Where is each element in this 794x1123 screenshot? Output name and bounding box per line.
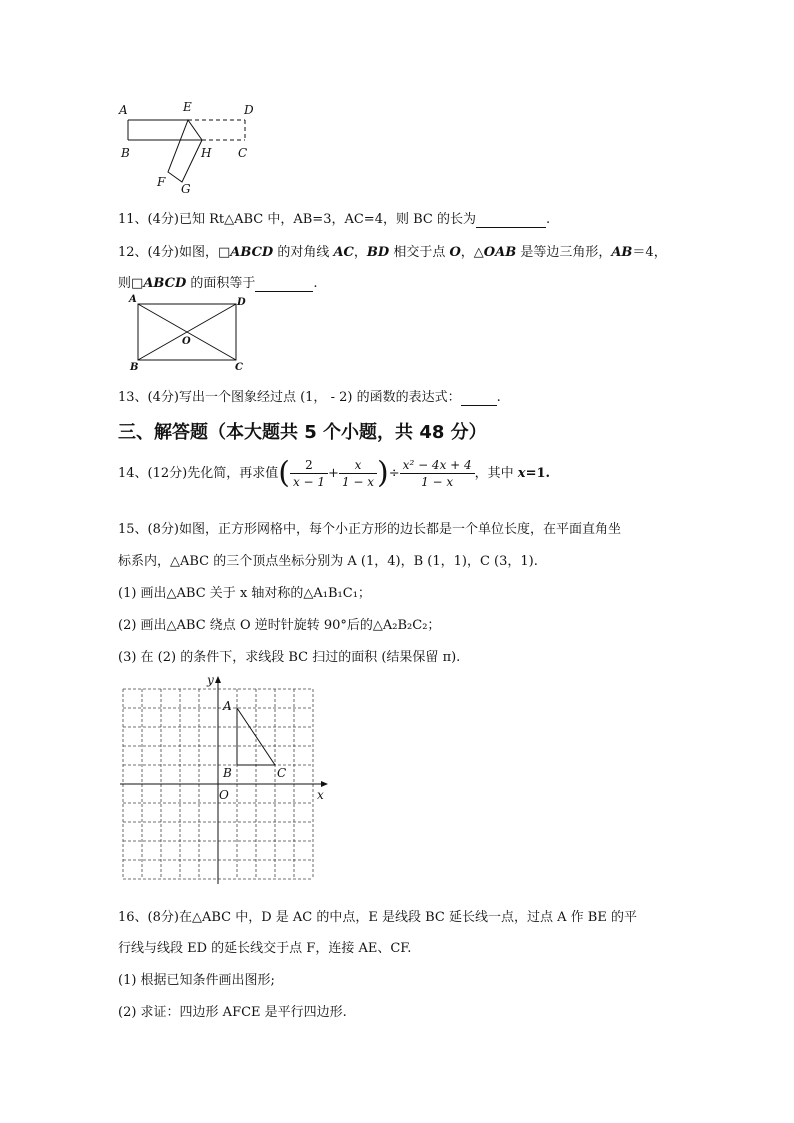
label-fold-d: D xyxy=(244,103,254,117)
q14-f1-den: x − 1 xyxy=(292,475,326,489)
label-point-c: C xyxy=(277,766,287,780)
q14-f2-den: 1 − x xyxy=(341,475,375,489)
question-16-part-2: (2) 求证：四边形 AFCE 是平行四边形. xyxy=(118,1005,347,1020)
y-axis-arrow xyxy=(215,676,221,683)
question-11-text: 11、(4分)已知 Rt△ABC 中，AB=3，AC=4，则 BC 的长为 xyxy=(118,212,476,227)
label-fold-h: H xyxy=(201,146,212,160)
q14-plus: + xyxy=(328,466,339,481)
q14-fraction-2 xyxy=(339,458,377,489)
q14-fraction-1 xyxy=(290,458,328,489)
label-rect-a: A xyxy=(129,294,137,305)
q14-left-paren: ( xyxy=(278,455,290,491)
q14-suffix-a: ，其中 xyxy=(474,466,518,481)
question-15-part-1: (1) 画出△ABC 关于 x 轴对称的△A₁B₁C₁； xyxy=(118,586,371,601)
label-point-b: B xyxy=(223,766,232,780)
label-rect-b: B xyxy=(130,362,139,373)
q14-f2-num: x xyxy=(339,458,377,474)
q12-ab: AB xyxy=(611,245,633,260)
q12-tail: . xyxy=(313,276,318,291)
q14-x: x xyxy=(517,466,526,481)
label-x-axis: x xyxy=(317,788,324,802)
q14-right-paren: ) xyxy=(377,455,389,491)
q12-line2-prefix: 则 xyxy=(118,276,132,291)
fold-flap xyxy=(168,120,202,182)
label-fold-g: G xyxy=(181,182,191,196)
q12-prefix: 12、(4分)如图， xyxy=(118,245,218,260)
label-fold-f: F xyxy=(157,175,166,189)
question-16-part-1: (1) 根据已知条件画出图形; xyxy=(118,973,275,988)
q12-ac: AC xyxy=(333,245,354,260)
label-fold-c: C xyxy=(238,146,248,160)
q12-parallelogram-symbol-2: □ xyxy=(131,276,144,291)
label-fold-a: A xyxy=(119,103,128,117)
q12-bd: BD xyxy=(366,245,390,260)
q14-divide: ÷ xyxy=(388,466,400,481)
question-14 xyxy=(118,455,551,491)
q14-f1-num: 2 xyxy=(290,458,328,474)
x-axis-arrow xyxy=(321,781,328,787)
q12-o: O xyxy=(449,245,461,260)
q12-triangle-symbol: △ xyxy=(473,245,484,260)
question-15-part-2: (2) 画出△ABC 绕点 O 逆时针旋转 90°后的△A₂B₂C₂； xyxy=(118,618,441,633)
question-12-line-1 xyxy=(118,241,667,260)
answer-blank-12[interactable] xyxy=(255,276,313,292)
q14-f3-num: x² − 4x + 4 xyxy=(400,458,475,474)
rectangle-figure xyxy=(120,292,260,374)
question-13-text: 13、(4分)写出一个图象经过点 (1， - 2) 的函数的表达式： xyxy=(118,390,461,405)
label-rect-d: D xyxy=(237,297,246,308)
answer-blank-13[interactable] xyxy=(461,390,497,406)
question-15-line-1: 15、(8分)如图，正方形网格中，每个小正方形的边长都是一个单位长度，在平面直角坐 xyxy=(118,522,621,537)
q12-line2-text: 的面积等于 xyxy=(186,276,256,291)
q14-prefix: 14、(12分)先化简，再求值 xyxy=(118,466,279,481)
label-y-axis: y xyxy=(207,673,214,687)
question-15-line-2: 标系内，△ABC 的三个顶点坐标分别为 A (1，4)，B (1，1)，C (3，1). xyxy=(118,554,538,569)
q12-text-3: 相交于点 xyxy=(389,245,450,260)
question-15-part-3: (3) 在 (2) 的条件下，求线段 BC 扫过的面积 (结果保留 π). xyxy=(118,650,461,665)
label-fold-e: E xyxy=(183,100,192,114)
q12-text-2: ， xyxy=(353,245,367,260)
label-rect-o: O xyxy=(182,336,191,347)
q14-f3-den: 1 − x xyxy=(421,475,454,489)
q12-text-1: 的对角线 xyxy=(273,245,334,260)
q12-oab: OAB xyxy=(483,245,517,260)
q14-fraction-3 xyxy=(400,458,475,489)
question-11 xyxy=(118,208,550,228)
question-16-line-2: 行线与线段 ED 的延长线交于点 F，连接 AE、CF. xyxy=(118,941,412,956)
fold-figure xyxy=(110,98,280,198)
q14-suffix-b: =1. xyxy=(525,466,551,481)
label-fold-b: B xyxy=(121,146,130,160)
q12-text-6: ＝4， xyxy=(632,245,667,260)
q12-abcd: ABCD xyxy=(230,245,274,260)
question-11-tail: . xyxy=(545,212,551,227)
label-rect-c: C xyxy=(235,362,243,373)
question-13 xyxy=(118,386,501,406)
answer-blank-11[interactable] xyxy=(476,212,546,228)
question-12-line-2 xyxy=(118,272,318,292)
coordinate-grid-figure xyxy=(118,672,340,888)
label-point-a: A xyxy=(223,699,232,713)
q12-parallelogram-symbol: □ xyxy=(217,245,231,260)
section-3-heading: 三、解答题（本大题共 5 个小题，共 48 分） xyxy=(118,422,487,443)
label-origin-o: O xyxy=(219,788,229,802)
q12-text-5: 是等边三角形， xyxy=(516,245,612,260)
question-16-line-1: 16、(8分)在△ABC 中，D 是 AC 的中点，E 是线段 BC 延长线一点，过点 A 作 BE 的平 xyxy=(118,910,637,925)
q12-text-4: ， xyxy=(460,245,474,260)
question-13-tail: . xyxy=(496,390,501,405)
q12-abcd-2: ABCD xyxy=(143,276,187,291)
